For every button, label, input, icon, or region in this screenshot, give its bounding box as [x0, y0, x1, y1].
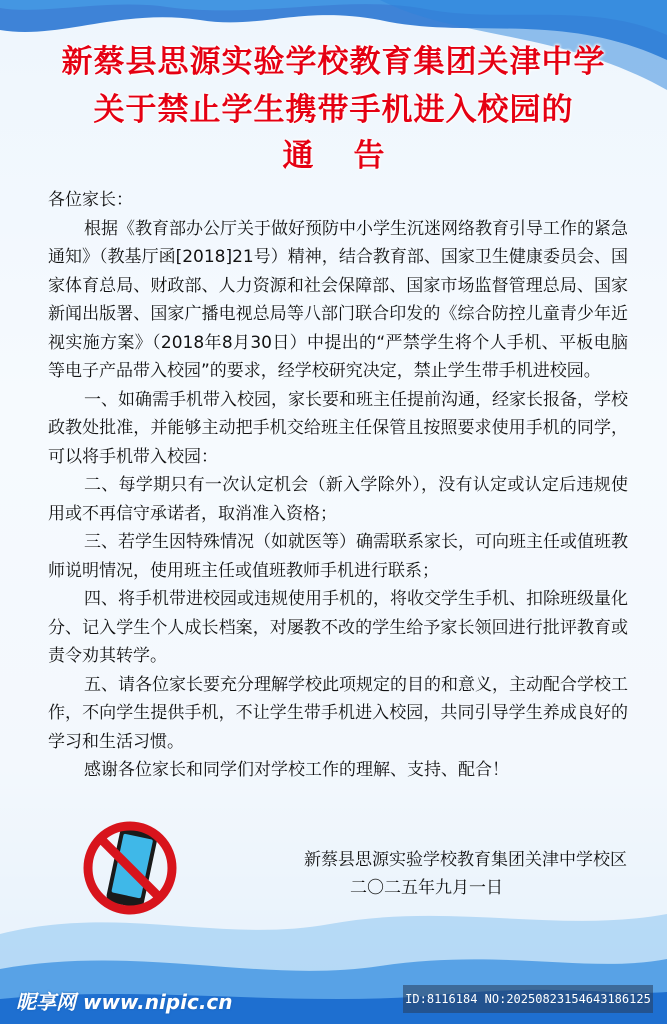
- notice-title-line1: 新蔡县思源实验学校教育集团关津中学: [61, 44, 606, 80]
- watermark-logo: 昵享网 www.nipic.cn: [16, 990, 233, 1014]
- salutation: 各位家长：: [48, 190, 133, 210]
- paragraph-rule-3: 三、若学生因特殊情况（如就医等）确需联系家长，可向班主任或值班教师说明情况，使用班主任或值班教师手机进行联系；: [48, 532, 628, 581]
- watermark-id: ID:8116184 NO:20250823154643186125: [403, 985, 653, 1013]
- paragraph-intro: 根据《教育部办公厅关于做好预防中小学生沉迷网络教育引导工作的紧急通知》（教基厅函[2018]21号）精神，结合教育部、国家卫生健康委员会、国家体育总局、财政部、人力资源和社会保障部、国家市场监督管理总局、国家新闻出版署、国家广播电视总局等八部门联合印发的《综合防控儿童青少年近视实施方案》（2018年8月30日）中提出的“严禁学生将个人手机、平板电脑等电子产品带入校园”的要求，经学校研究决定，禁止学生带手机进校园。: [48, 218, 628, 381]
- paragraph-rule-1: 一、如确需手机带入校园，家长要和班主任提前沟通，经家长报备，学校政教处批准，并能够主动把手机交给班主任保管且按照要求使用手机的同学，可以将手机带入校园：: [48, 389, 628, 467]
- notice-body: [48, 186, 628, 785]
- paragraph-rule-5: 五、请各位家长要充分理解学校此项规定的目的和意义，主动配合学校工作，不向学生提供手机，不让学生带手机进入校园，共同引导学生养成良好的学习和生活习惯。: [48, 674, 628, 752]
- signature-organization: 新蔡县思源实验学校教育集团关津中学校区: [304, 850, 627, 870]
- notice-title-line2: 关于禁止学生携带手机进入校园的: [93, 92, 574, 128]
- paragraph-rule-2: 二、每学期只有一次认定机会（新入学除外），没有认定或认定后违规使用或不再信守承诺者，取消准入资格；: [48, 475, 628, 524]
- signature-date: 二〇二五年九月一日: [350, 878, 503, 898]
- notice-title-line3: 通告: [282, 138, 425, 174]
- paragraph-thanks: 感谢各位家长和同学们对学校工作的理解、支持、配合！: [84, 760, 509, 780]
- paragraph-rule-4: 四、将手机带进校园或违规使用手机的，将收交学生手机、扣除班级量化分、记入学生个人成长档案，对屡教不改的学生给予家长领回进行批评教育或责令劝其转学。: [48, 589, 628, 666]
